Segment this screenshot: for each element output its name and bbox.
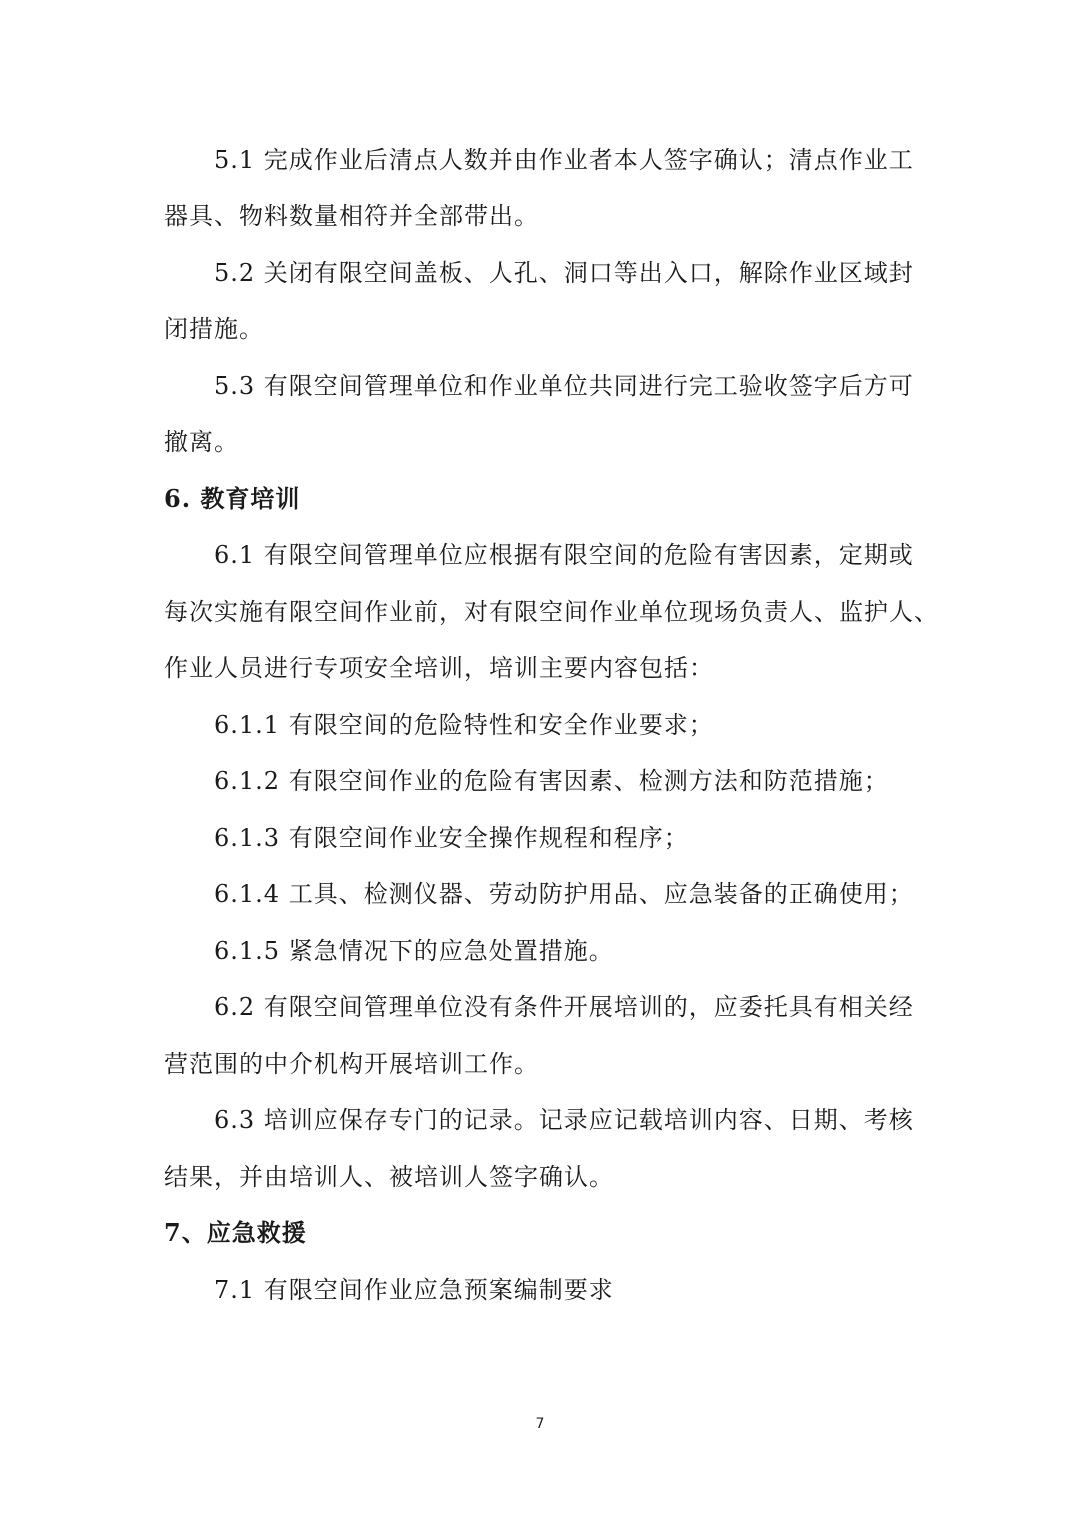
paragraph-5-3-line-2: 撤离。 [164,428,239,456]
paragraph-6-1-line-1: 6.1 有限空间管理单位应根据有限空间的危险有害因素，定期或 [214,541,914,569]
paragraph-6-1-line-2: 每次实施有限空间作业前，对有限空间作业单位现场负责人、监护人、 [164,598,939,626]
section-7-heading: 7、应急救援 [164,1218,307,1247]
item-6-1-5: 6.1.5 紧急情况下的应急处置措施。 [214,937,614,965]
item-6-1-3: 6.1.3 有限空间作业安全操作规程和程序； [214,824,689,852]
item-6-1-1: 6.1.1 有限空间的危险特性和安全作业要求； [214,711,714,739]
paragraph-6-2-line-2: 营范围的中介机构开展培训工作。 [164,1050,539,1078]
paragraph-6-3-line-1: 6.3 培训应保存专门的记录。记录应记载培训内容、日期、考核 [214,1106,914,1134]
paragraph-5-1-line-1: 5.1 完成作业后清点人数并由作业者本人签字确认；清点作业工 [214,146,914,174]
paragraph-5-2-line-2: 闭措施。 [164,315,264,343]
section-6-heading: 6. 教育培训 [164,484,301,513]
paragraph-6-2-line-1: 6.2 有限空间管理单位没有条件开展培训的，应委托具有相关经 [214,993,914,1021]
paragraph-5-1-line-2: 器具、物料数量相符并全部带出。 [164,202,539,230]
item-6-1-2: 6.1.2 有限空间作业的危险有害因素、检测方法和防范措施； [214,767,889,795]
page-number: 7 [535,1416,545,1432]
paragraph-7-1: 7.1 有限空间作业应急预案编制要求 [214,1276,614,1304]
paragraph-6-3-line-2: 结果，并由培训人、被培训人签字确认。 [164,1163,614,1191]
item-6-1-4: 6.1.4 工具、检测仪器、劳动防护用品、应急装备的正确使用； [214,880,914,908]
paragraph-5-2-line-1: 5.2 关闭有限空间盖板、人孔、洞口等出入口，解除作业区域封 [214,259,914,287]
paragraph-6-1-line-3: 作业人员进行专项安全培训，培训主要内容包括： [164,654,714,682]
paragraph-5-3-line-1: 5.3 有限空间管理单位和作业单位共同进行完工验收签字后方可 [214,372,914,400]
